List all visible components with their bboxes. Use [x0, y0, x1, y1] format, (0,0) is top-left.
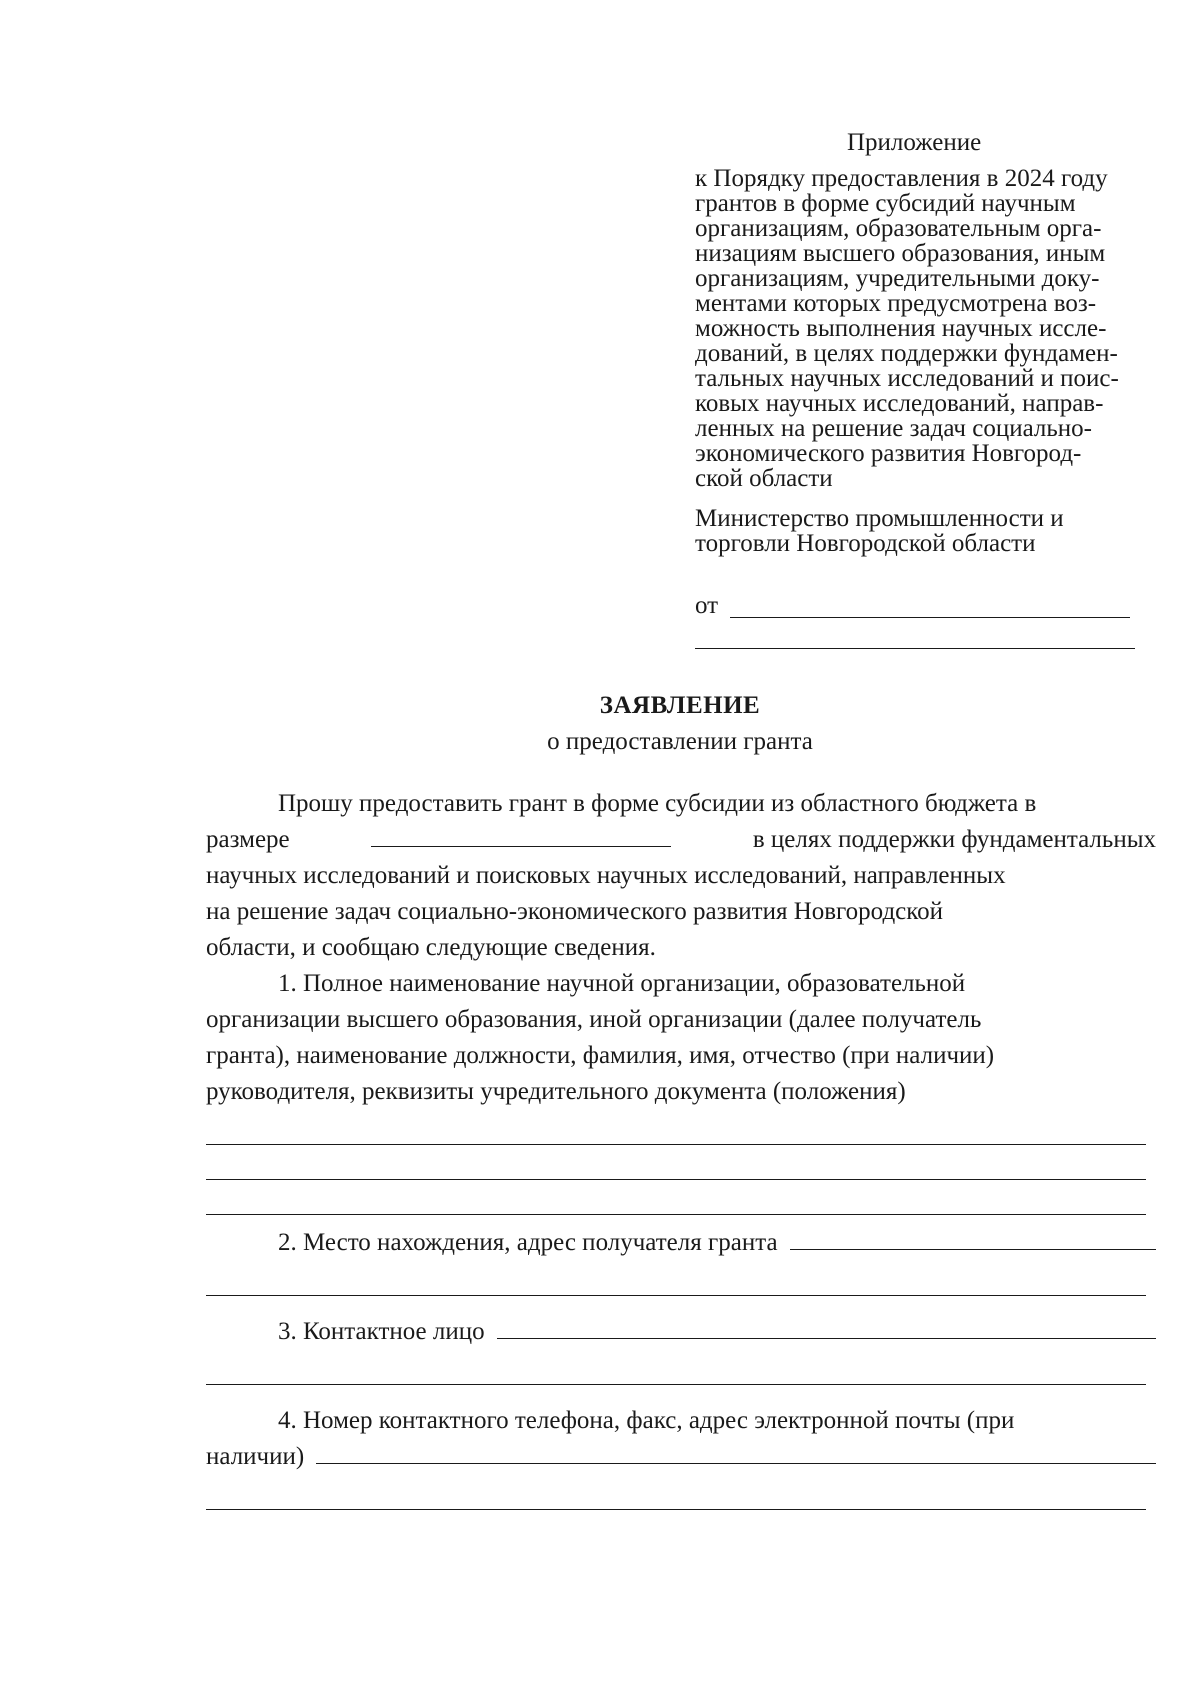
addressee-block	[695, 506, 1165, 556]
item2-label: 2. Место нахождения, адрес получателя гранта	[278, 1229, 778, 1256]
item1-text: организации высшего образования, иной организации (далее получатель	[206, 1006, 982, 1033]
item1-text: гранта), наименование должности, фамилия, имя, отчество (при наличии)	[206, 1042, 995, 1069]
intro-line	[206, 786, 1156, 822]
item3-label: 3. Контактное лицо	[278, 1318, 485, 1345]
from-field-line2[interactable]	[695, 618, 1135, 649]
appendix-line: грантов в форме субсидий научным	[695, 190, 1076, 217]
intro-text: научных исследований и поисковых научных исследований, направленных	[206, 862, 1006, 889]
appendix-title: Приложение	[847, 129, 982, 156]
document-body	[206, 786, 1156, 1510]
appendix-line: ленных на решение задач социально-	[695, 415, 1093, 442]
from-label: от	[695, 592, 719, 619]
addressee-line: торговли Новгородской области	[695, 530, 1036, 557]
appendix-line: низациям высшего образования, иным	[695, 240, 1106, 267]
intro-line	[206, 822, 1156, 858]
appendix-line: организациям, учредительными доку-	[695, 265, 1100, 292]
intro-text: на решение задач социально-экономического развития Новгородской	[206, 898, 944, 925]
from-field[interactable]	[730, 597, 1130, 618]
intro-line	[206, 894, 1156, 930]
intro-text: Прошу предоставить грант в форме субсидии из областного бюджета в	[278, 790, 1037, 817]
grant-amount-field[interactable]	[371, 824, 671, 847]
item4-line	[206, 1403, 1156, 1439]
item1-line	[206, 966, 1156, 1002]
appendix-line: экономического развития Новгород-	[695, 440, 1082, 467]
item2-line	[206, 1225, 1156, 1261]
appendix-line: ковых научных исследований, направ-	[695, 390, 1104, 417]
intro-line	[206, 858, 1156, 894]
item3-line	[206, 1314, 1156, 1350]
appendix-line: к Порядку предоставления в 2024 году	[695, 165, 1108, 192]
appendix-line: ской области	[695, 465, 833, 492]
contact-details-field-line2[interactable]	[206, 1475, 1146, 1510]
item4-line	[206, 1439, 1156, 1475]
address-field-line2[interactable]	[206, 1261, 1146, 1296]
document-title: ЗАЯВЛЕНИЕ	[599, 692, 761, 719]
document-subtitle: о предоставлении гранта	[547, 728, 813, 755]
contact-details-field[interactable]	[316, 1441, 1156, 1464]
appendix-block	[695, 128, 1165, 491]
appendix-line: дований, в целях поддержки фундамен-	[695, 340, 1118, 367]
item1-line	[206, 1074, 1156, 1110]
item1-line	[206, 1002, 1156, 1038]
item4-text: наличии)	[206, 1443, 305, 1470]
contact-person-field-line2[interactable]	[206, 1350, 1146, 1385]
organization-field-line[interactable]	[206, 1180, 1146, 1215]
appendix-line: ментами которых предусмотрена воз-	[695, 290, 1097, 317]
addressee-line: Министерство промышленности и	[695, 505, 1064, 532]
item1-text: 1. Полное наименование научной организации, образовательной	[278, 970, 966, 997]
intro-text: области, и сообщаю следующие сведения.	[206, 934, 656, 961]
organization-field-line[interactable]	[206, 1110, 1146, 1145]
item4-text: 4. Номер контактного телефона, факс, адрес электронной почты (при	[278, 1407, 1015, 1434]
intro-text: в целях поддержки фундаментальных	[752, 826, 1156, 853]
item1-text: руководителя, реквизиты учредительного документа (положения)	[206, 1078, 906, 1105]
organization-field-line[interactable]	[206, 1145, 1146, 1180]
appendix-line: можность выполнения научных иссле-	[695, 315, 1107, 342]
appendix-line: организациям, образовательным орга-	[695, 215, 1102, 242]
contact-person-field[interactable]	[497, 1316, 1156, 1339]
item1-line	[206, 1038, 1156, 1074]
appendix-line: тальных научных исследований и поис-	[695, 365, 1119, 392]
intro-text: размере	[206, 826, 290, 853]
from-block	[695, 588, 1155, 649]
address-field[interactable]	[790, 1227, 1156, 1250]
intro-line	[206, 930, 1156, 966]
